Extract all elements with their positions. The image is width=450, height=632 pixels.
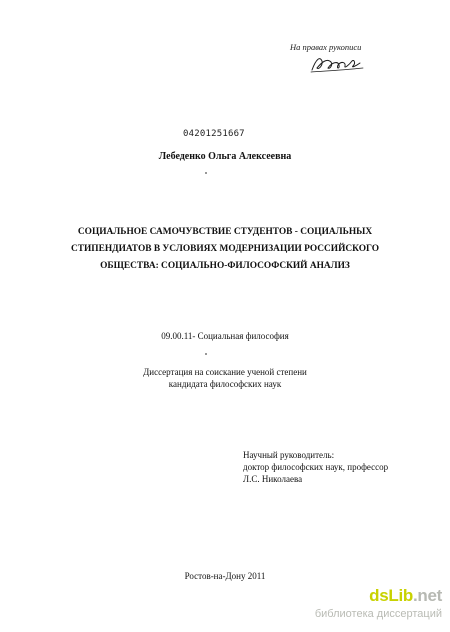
scan-speck xyxy=(205,353,207,355)
specialty-code: 09.00.11- Социальная философия xyxy=(161,331,289,341)
handwritten-signature xyxy=(308,53,368,75)
scan-speck xyxy=(205,172,207,174)
dslib-watermark xyxy=(300,586,450,630)
author-name: Лебеденко Ольга Алексеевна xyxy=(158,151,292,162)
watermark-brand-suffix: .net xyxy=(412,586,442,605)
title-line: ОБЩЕСТВА: СОЦИАЛЬНО-ФИЛОСОФСКИЙ АНАЛИЗ xyxy=(100,261,350,271)
title-line: СОЦИАЛЬНОЕ САМОЧУВСТВИЕ СТУДЕНТОВ - СОЦИАЛЬНЫХ xyxy=(77,227,373,237)
watermark-subtitle: библиотека диссертаций xyxy=(314,608,442,620)
degree-line: кандидата философских наук xyxy=(168,379,282,389)
degree-line: Диссертация на соискание ученой степени xyxy=(143,367,307,377)
dissertation-title xyxy=(40,224,410,275)
watermark-brand: dsLib xyxy=(369,586,413,605)
supervisor-heading: Научный руководитель: xyxy=(243,450,335,460)
supervisor-block xyxy=(243,449,388,485)
degree-statement xyxy=(0,366,450,390)
rights-note: На правах рукописи xyxy=(290,42,362,52)
registration-number: 04201251667 xyxy=(183,129,245,139)
supervisor-name: Л.С. Николаева xyxy=(243,474,303,484)
city-year: Ростов-на-Дону 2011 xyxy=(184,571,266,581)
watermark-logo xyxy=(369,586,442,606)
supervisor-degree: доктор философских наук, профессор xyxy=(243,462,389,472)
title-line: СТИПЕНДИАТОВ В УСЛОВИЯХ МОДЕРНИЗАЦИИ РОССИЙСКОГО xyxy=(70,244,380,254)
